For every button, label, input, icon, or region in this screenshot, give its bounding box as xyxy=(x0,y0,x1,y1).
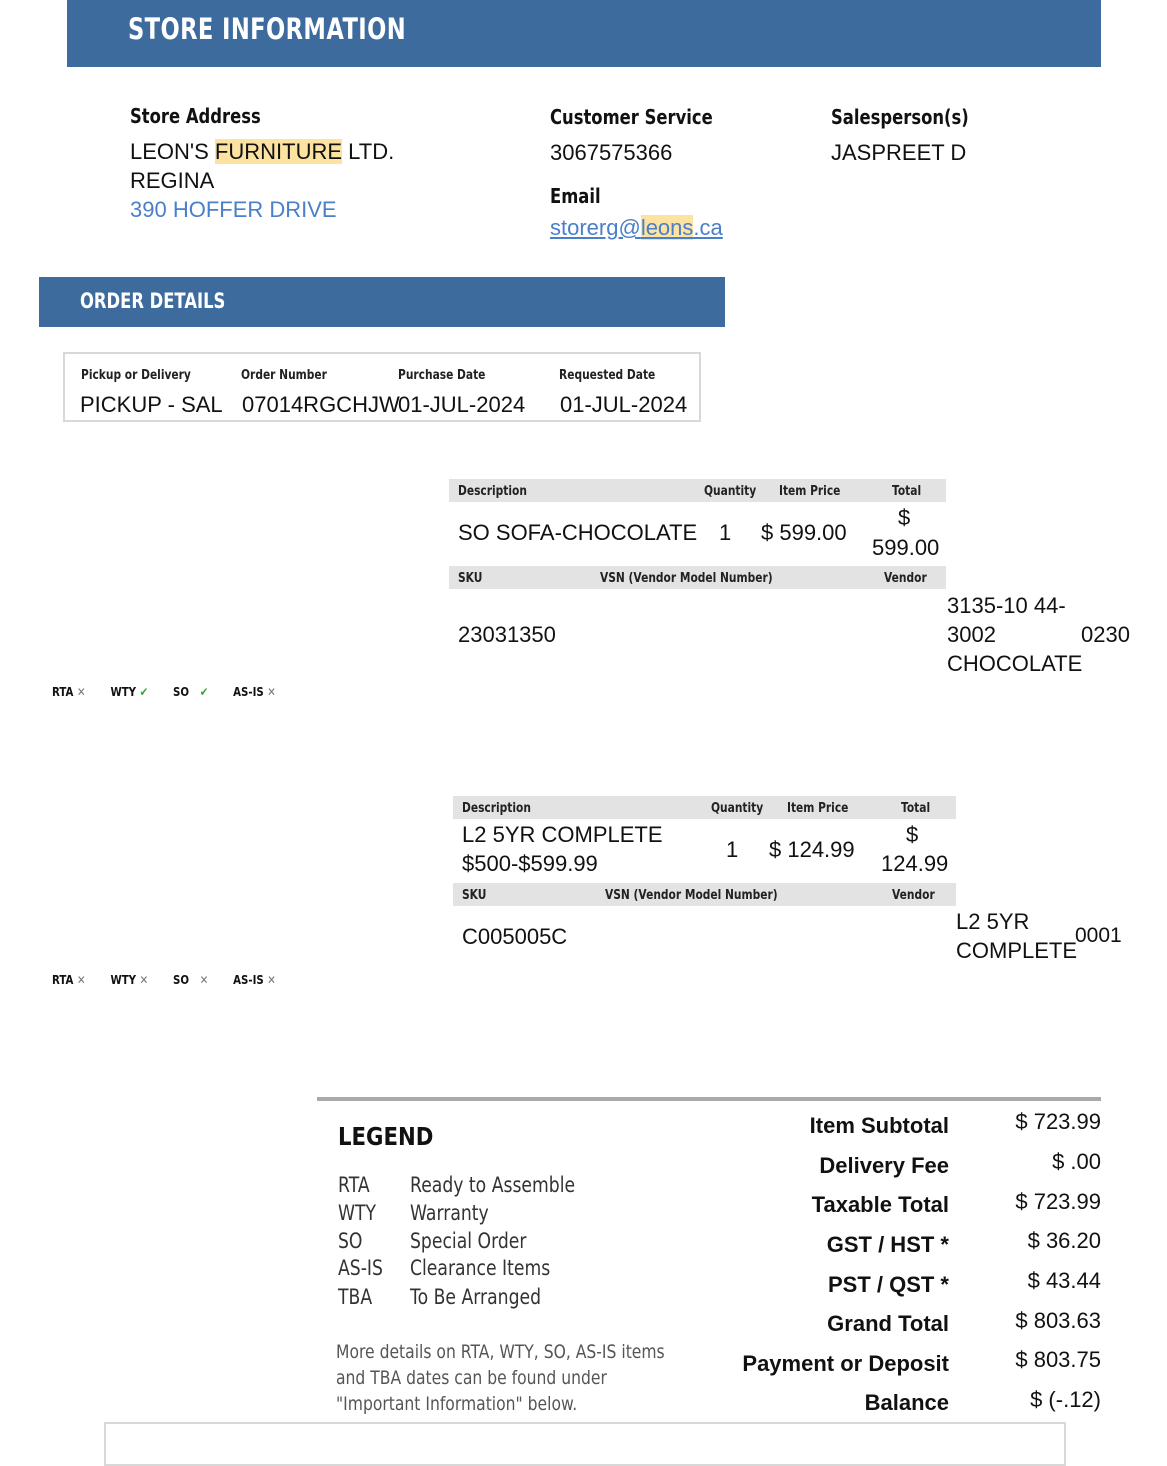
grand-total-value: $ 803.63 xyxy=(1015,1308,1101,1333)
asis-cross-icon: ✕ xyxy=(267,685,276,699)
customer-service-phone: 3067575366 xyxy=(550,140,673,165)
legend-note-line2: and TBA dates can be found under xyxy=(336,1367,607,1389)
item2-price: $ 124.99 xyxy=(769,837,855,862)
legend-code-so: SO xyxy=(338,1229,363,1253)
item2-quantity-header: Quantity xyxy=(711,801,764,816)
asis-cross-icon: ✕ xyxy=(267,973,276,987)
item2-sku: C005005C xyxy=(462,924,568,949)
delivery-fee-value: $ .00 xyxy=(1052,1149,1101,1174)
store-information-title: STORE INFORMATION xyxy=(128,12,407,46)
legend-meaning-asis: Clearance Items xyxy=(410,1256,551,1280)
gst-hst-label: GST / HST * xyxy=(826,1232,949,1257)
salesperson-label: Salesperson(s) xyxy=(831,105,969,129)
item-subtotal-label: Item Subtotal xyxy=(809,1113,949,1138)
legend-title: LEGEND xyxy=(338,1122,434,1151)
legend-code-asis: AS-IS xyxy=(338,1256,383,1280)
item1-sku-header: SKU xyxy=(458,571,483,586)
item2-description-header: Description xyxy=(462,801,531,816)
delivery-fee-label: Delivery Fee xyxy=(819,1153,949,1178)
legend-meaning-rta: Ready to Assemble xyxy=(410,1173,576,1197)
item1-vsn-line1: 3135-10 44- xyxy=(947,593,1066,618)
item2-vendor: 0001 xyxy=(1075,924,1122,947)
store-city: REGINA xyxy=(130,168,215,193)
store-street-link[interactable]: 390 HOFFER DRIVE xyxy=(130,197,337,222)
item1-price-header: Item Price xyxy=(779,484,841,499)
store-information-banner xyxy=(67,0,1101,67)
pst-qst-value: $ 43.44 xyxy=(1027,1268,1101,1293)
taxable-total-label: Taxable Total xyxy=(811,1192,949,1217)
item2-vsn-header: VSN (Vendor Model Number) xyxy=(605,888,778,903)
item1-sku: 23031350 xyxy=(458,622,556,647)
legend-meaning-tba: To Be Arranged xyxy=(410,1285,542,1309)
legend-note-line3: "Important Information" below. xyxy=(336,1393,578,1415)
so-check-icon: ✔ xyxy=(199,685,209,699)
payment-deposit-value: $ 803.75 xyxy=(1015,1347,1101,1372)
important-information-box xyxy=(104,1422,1066,1466)
item2-flags: RTA ✕ WTY ✕ SO ✕ AS-IS ✕ xyxy=(52,973,276,987)
balance-value: $ (-.12) xyxy=(1030,1387,1101,1412)
item2-total-symbol: $ xyxy=(906,822,919,847)
item2-total-amount: 124.99 xyxy=(881,851,949,876)
item2-quantity: 1 xyxy=(726,837,739,862)
item1-description-header: Description xyxy=(458,484,527,499)
store-address-label: Store Address xyxy=(130,104,261,128)
email-link[interactable]: storerg@leons.ca xyxy=(550,215,723,240)
item1-vendor: 0230 xyxy=(1081,622,1130,647)
order-number-header: Order Number xyxy=(241,368,327,383)
item1-vsn-header: VSN (Vendor Model Number) xyxy=(600,571,773,586)
item-subtotal-value: $ 723.99 xyxy=(1015,1109,1101,1134)
pickup-value: PICKUP - SAL xyxy=(80,392,223,417)
legend-code-wty: WTY xyxy=(338,1201,377,1225)
item2-sku-header: SKU xyxy=(462,888,487,903)
item1-flags: RTA ✕ WTY ✔ SO ✔ AS-IS ✕ xyxy=(52,685,276,699)
item1-vendor-header: Vendor xyxy=(884,571,927,586)
store-name-highlight: FURNITURE xyxy=(214,139,343,164)
taxable-total-value: $ 723.99 xyxy=(1015,1189,1101,1214)
item1-description: SO SOFA-CHOCOLATE xyxy=(458,520,698,545)
grand-total-label: Grand Total xyxy=(827,1311,949,1336)
order-details-banner xyxy=(39,277,725,327)
rta-cross-icon: ✕ xyxy=(77,973,86,987)
item1-vsn-line2: 3002 xyxy=(947,622,996,647)
requested-date-value: 01-JUL-2024 xyxy=(560,392,688,417)
purchase-date-header: Purchase Date xyxy=(398,368,486,383)
item2-vsn-line2: COMPLETE xyxy=(956,938,1078,963)
item2-vsn-line1: L2 5YR xyxy=(956,909,1030,934)
item1-quantity-header: Quantity xyxy=(704,484,757,499)
legend-code-tba: TBA xyxy=(338,1285,373,1309)
so-cross-icon: ✕ xyxy=(199,973,209,987)
pst-qst-label: PST / QST * xyxy=(827,1272,949,1297)
order-number-value: 07014RGCHJW xyxy=(242,392,400,417)
store-name: LEON'S FURNITURE LTD. xyxy=(130,139,395,164)
order-details-title: ORDER DETAILS xyxy=(80,289,226,313)
gst-hst-value: $ 36.20 xyxy=(1027,1228,1101,1253)
item2-description-line2: $500-$599.99 xyxy=(462,851,598,876)
legend-note-line1: More details on RTA, WTY, SO, AS-IS items xyxy=(336,1341,665,1363)
payment-deposit-label: Payment or Deposit xyxy=(742,1351,949,1376)
legend-meaning-wty: Warranty xyxy=(410,1201,489,1225)
customer-service-label: Customer Service xyxy=(550,105,713,129)
item2-description-line1: L2 5YR COMPLETE xyxy=(462,822,663,847)
email-label: Email xyxy=(550,184,601,208)
item2-total-header: Total xyxy=(901,801,931,816)
pickup-header: Pickup or Delivery xyxy=(81,368,191,383)
purchase-date-value: 01-JUL-2024 xyxy=(398,392,526,417)
requested-date-header: Requested Date xyxy=(559,368,656,383)
rta-cross-icon: ✕ xyxy=(77,685,86,699)
balance-label: Balance xyxy=(864,1390,949,1415)
item2-vendor-header: Vendor xyxy=(892,888,935,903)
item2-price-header: Item Price xyxy=(787,801,849,816)
totals-divider xyxy=(317,1097,1101,1101)
item1-total-amount: 599.00 xyxy=(872,535,940,560)
item1-vsn-line3: CHOCOLATE xyxy=(947,651,1083,676)
wty-check-icon: ✔ xyxy=(139,685,149,699)
item1-total-header: Total xyxy=(892,484,922,499)
salesperson-name: JASPREET D xyxy=(831,140,967,165)
item1-quantity: 1 xyxy=(719,520,732,545)
item1-total-symbol: $ xyxy=(898,505,911,530)
item1-price: $ 599.00 xyxy=(761,520,847,545)
legend-meaning-so: Special Order xyxy=(410,1229,527,1253)
legend-code-rta: RTA xyxy=(338,1173,370,1197)
wty-cross-icon: ✕ xyxy=(139,973,149,987)
